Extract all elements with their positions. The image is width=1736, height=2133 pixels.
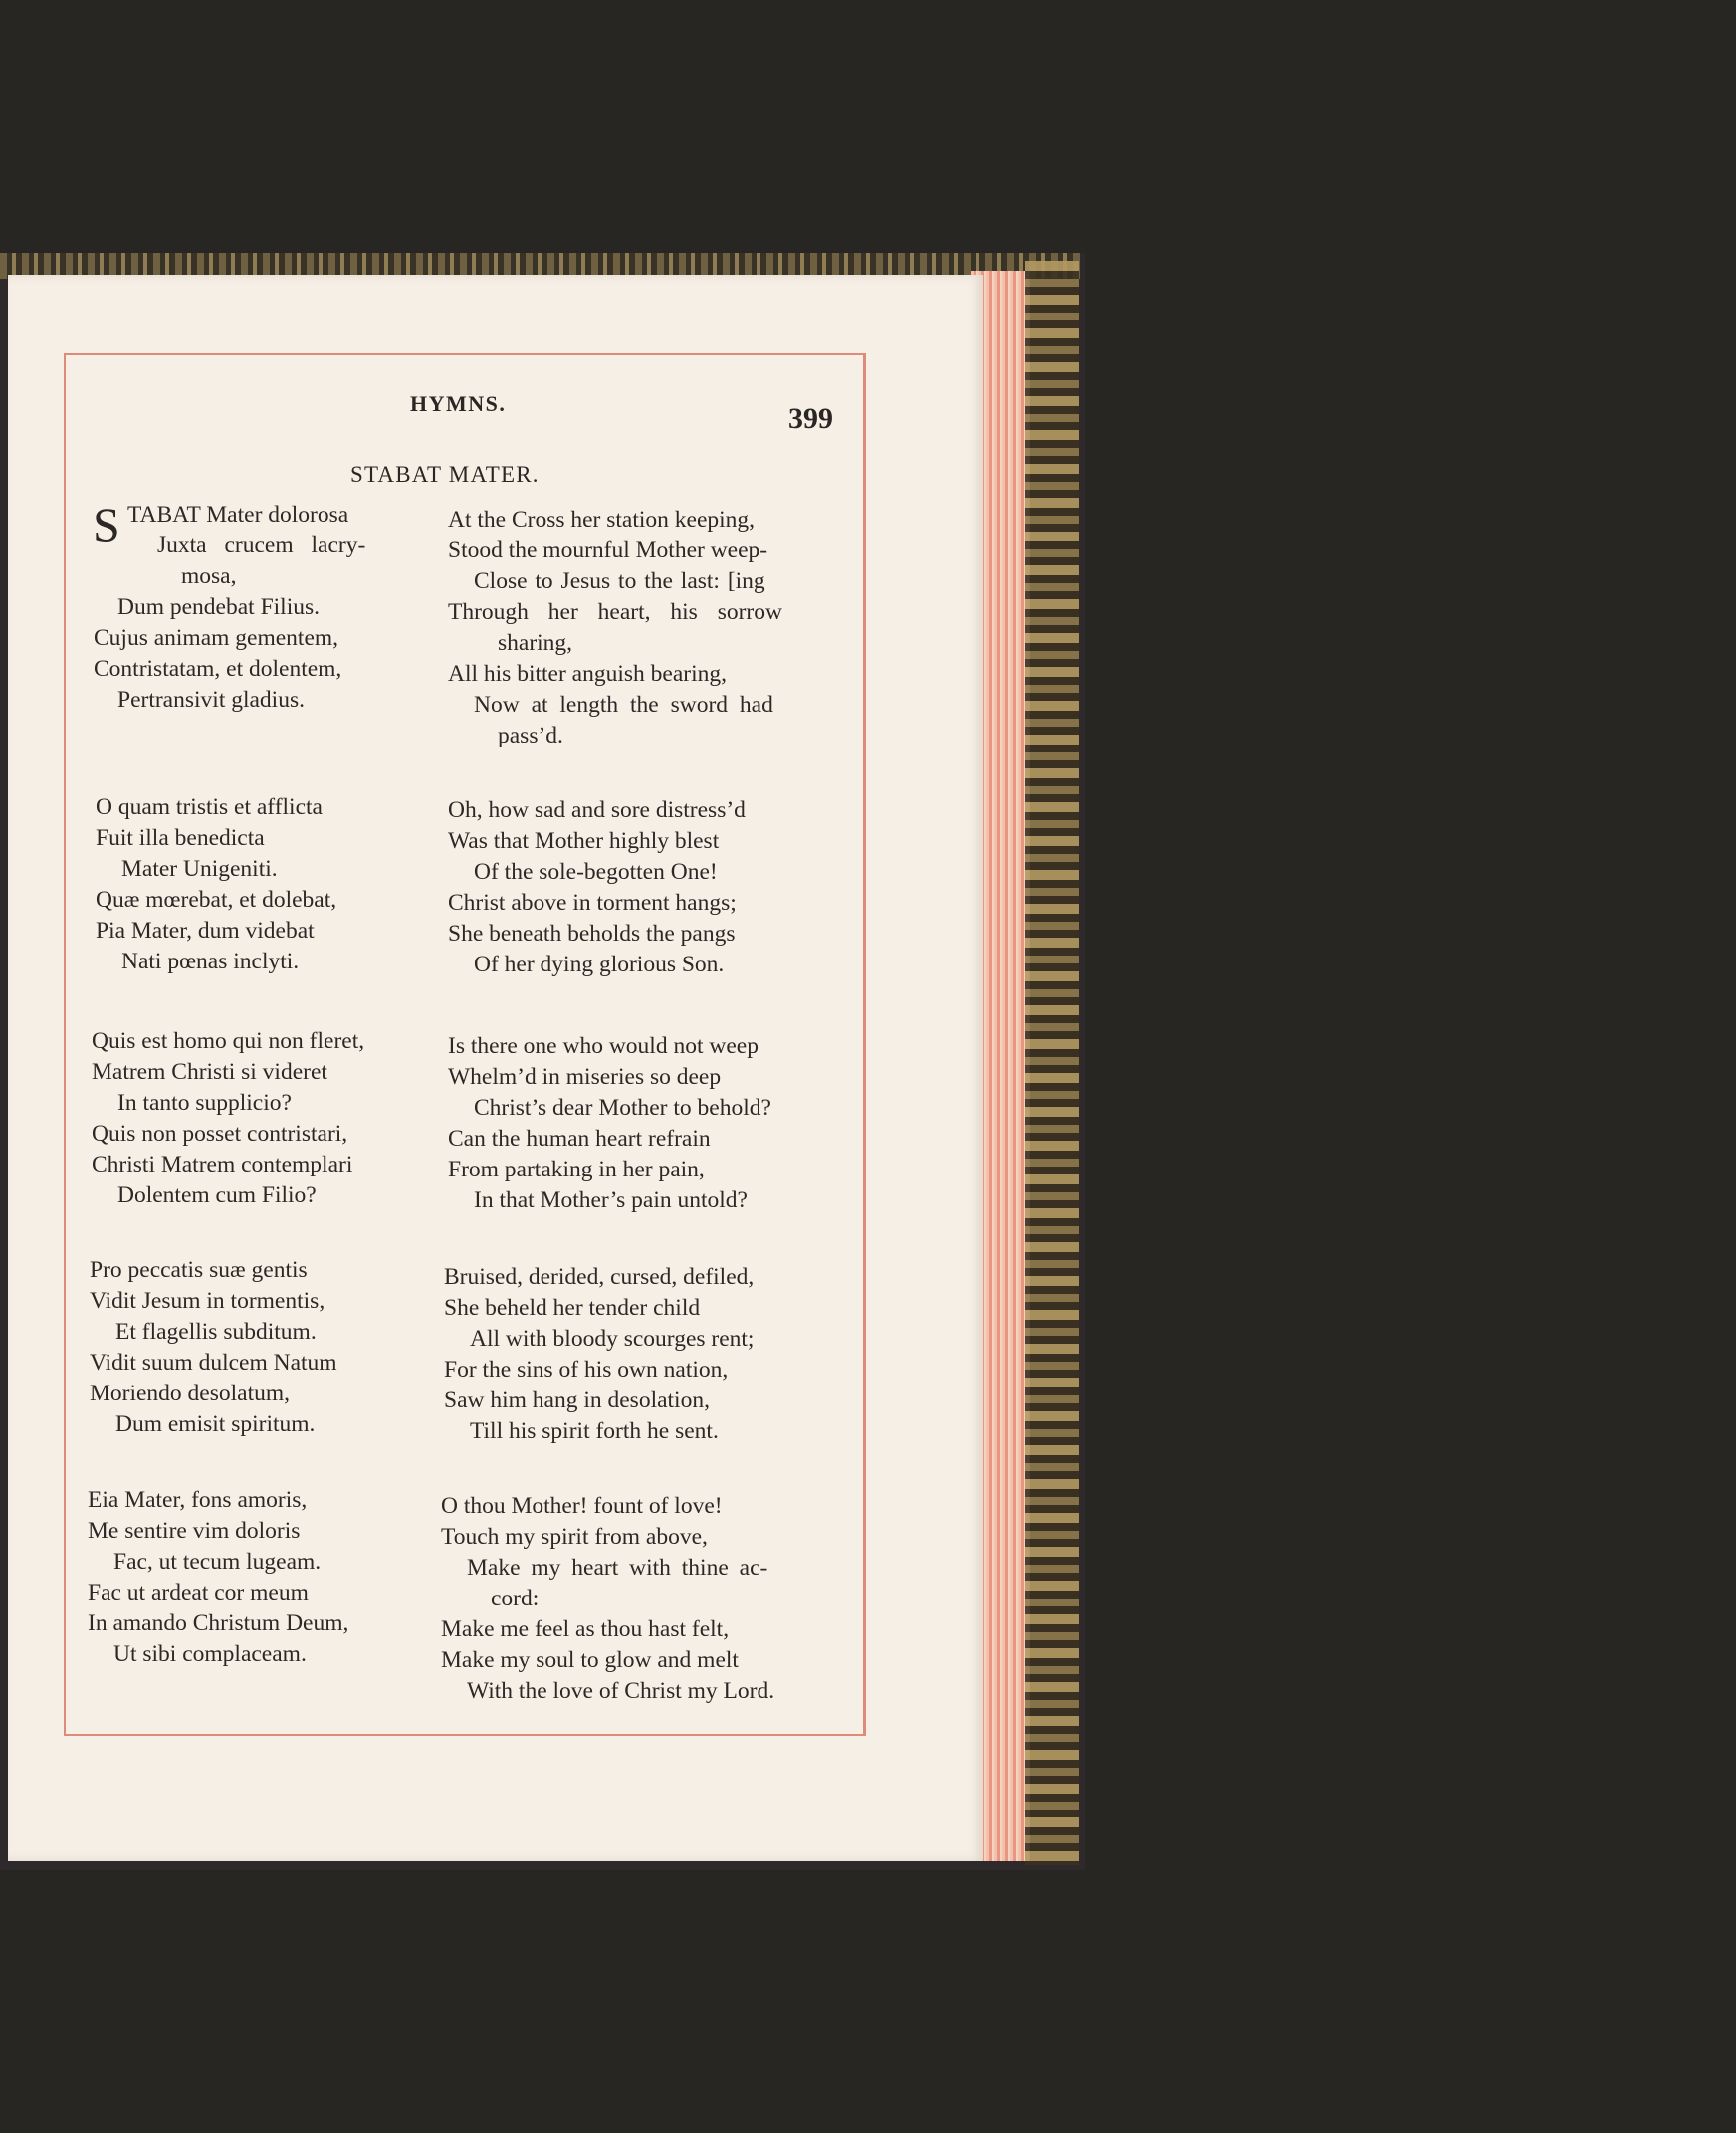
verse-line: Fac, ut tecum lugeam. [113, 1549, 322, 1575]
verse-line: Make my soul to glow and melt [441, 1647, 739, 1673]
verse-line: Cujus animam gementem, [94, 625, 339, 651]
running-head: HYMNS. [410, 391, 507, 416]
english-stanza-4 [444, 1262, 754, 1447]
verse-line: pass’d. [498, 723, 563, 748]
latin-stanza-5 [88, 1485, 348, 1670]
verse-line: Contristatam, et dolentem, [94, 656, 342, 682]
verse-line: Pia Mater, dum videbat [96, 918, 315, 944]
verse-line: Make me feel as thou hast felt, [441, 1616, 730, 1642]
verse-line: Et flagellis subditum. [115, 1319, 317, 1345]
verse-line: Me sentire vim doloris [88, 1518, 301, 1544]
verse-line: In amando Christum Deum, [88, 1610, 349, 1636]
verse-line: Nati pœnas inclyti. [121, 949, 300, 974]
verse-line: mosa, [181, 563, 237, 589]
drop-cap: S [93, 497, 120, 552]
verse-line: Bruised, derided, cursed, defiled, [444, 1264, 755, 1290]
verse-line: Matrem Christi si videret [92, 1059, 327, 1085]
verse-line: Pertransivit gladius. [117, 687, 305, 713]
verse-line: Ut sibi complaceam. [113, 1641, 307, 1667]
verse-line: Dolentem cum Filio? [117, 1182, 317, 1208]
verse-line: Whelm’d in miseries so deep [448, 1064, 722, 1090]
verse-line: Now at length the sword had [474, 692, 773, 718]
page-number: 399 [788, 402, 833, 435]
verse-line: In tanto supplicio? [117, 1090, 292, 1116]
verse-line: Vidit Jesum in tormentis, [90, 1288, 326, 1314]
verse-line: Eia Mater, fons amoris, [88, 1487, 308, 1513]
verse-line: Vidit suum dulcem Natum [90, 1350, 337, 1376]
verse-line: Fuit illa benedicta [96, 825, 265, 851]
verse-line: Oh, how sad and sore distress’d [448, 797, 746, 823]
verse-line: Christi Matrem contemplari [92, 1152, 353, 1177]
verse-line: Can the human heart refrain [448, 1126, 711, 1152]
hymn-title: STABAT MATER. [350, 462, 540, 487]
english-stanza-2 [448, 795, 746, 980]
english-stanza-5 [441, 1491, 774, 1707]
verse-line: Dum pendebat Filius. [117, 594, 320, 620]
verse-line: Touch my spirit from above, [441, 1524, 708, 1550]
verse-line: At the Cross her station keeping, [448, 507, 756, 533]
verse-line: For the sins of his own nation, [444, 1357, 729, 1383]
verse-line: Make my heart with thine ac- [467, 1555, 768, 1581]
verse-line: Till his spirit forth he sent. [470, 1418, 719, 1444]
verse-line: sharing, [498, 630, 573, 656]
latin-stanza-4 [90, 1255, 337, 1440]
verse-line: Dum emisit spiritum. [115, 1411, 316, 1437]
verse-line: Quæ mœrebat, et dolebat, [96, 887, 337, 913]
verse-line: Mater Unigeniti. [121, 856, 278, 882]
verse-line: Quis est homo qui non fleret, [92, 1028, 365, 1054]
verse-line: Of her dying glorious Son. [474, 952, 725, 977]
verse-line: She beheld her tender child [444, 1295, 701, 1321]
verse-line: Quis non posset contristari, [92, 1121, 348, 1147]
verse-line: Moriendo desolatum, [90, 1381, 291, 1406]
latin-stanza-3 [92, 1026, 364, 1211]
latin-stanza-2 [96, 792, 336, 977]
verse-line: O quam tristis et afflicta [96, 794, 323, 820]
verse-line: In that Mother’s pain untold? [474, 1187, 748, 1213]
verse-line: Through her heart, his sorrow [448, 599, 782, 625]
verse-line: From partaking in her pain, [448, 1157, 705, 1182]
verse-line: Of the sole-begotten One! [474, 859, 718, 885]
latin-stanza-1 [94, 500, 366, 716]
verse-line: Saw him hang in desolation, [444, 1387, 710, 1413]
verse-line: Was that Mother highly blest [448, 828, 720, 854]
verse-line: cord: [491, 1586, 540, 1611]
verse-line: With the love of Christ my Lord. [467, 1678, 775, 1704]
verse-line: She beneath beholds the pangs [448, 921, 736, 947]
verse-line: TABAT Mater dolorosa [127, 502, 349, 528]
english-stanza-3 [448, 1031, 771, 1216]
verse-line: All his bitter anguish bearing, [448, 661, 727, 687]
verse-line: Christ’s dear Mother to behold? [474, 1095, 771, 1121]
verse-line: All with bloody scourges rent; [470, 1326, 755, 1352]
verse-line: Christ above in torment hangs; [448, 890, 737, 916]
verse-line: Fac ut ardeat cor meum [88, 1580, 309, 1605]
verse-line: Pro peccatis suæ gentis [90, 1257, 308, 1283]
verse-line: Close to Jesus to the last: [ing [474, 568, 765, 594]
verse-line: Is there one who would not weep [448, 1033, 759, 1059]
english-stanza-1 [448, 505, 782, 751]
verse-line: Stood the mournful Mother weep- [448, 537, 768, 563]
verse-line: O thou Mother! fount of love! [441, 1493, 723, 1519]
gilt-border-spine [1025, 261, 1079, 1865]
verse-line: Juxta crucem lacry- [157, 533, 366, 558]
